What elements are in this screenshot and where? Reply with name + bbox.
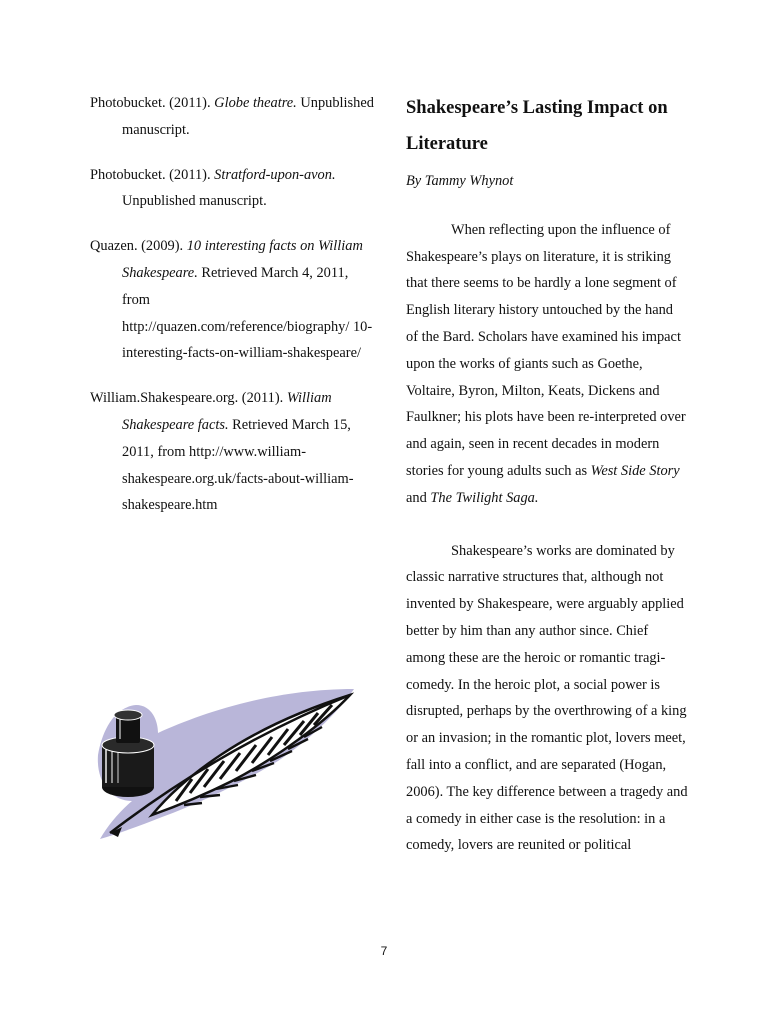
article-title: Shakespeare’s Lasting Impact on Literature bbox=[406, 98, 668, 154]
quill-inkwell-illustration bbox=[92, 683, 360, 843]
reference-entry: William.Shakespeare.org. (2011). William Shakespeare facts. Retrieved March 15, 2011, from http://www.william-shakespeare.org.uk/facts-about-william-shakespeare.htm bbox=[90, 390, 354, 514]
article-byline: By Tammy Whynot bbox=[406, 173, 514, 189]
reference-entry: Photobucket. (2011). Stratford-upon-avon. Unpublished manuscript. bbox=[90, 166, 336, 210]
page-number: 7 bbox=[380, 944, 388, 958]
reference-list bbox=[90, 90, 375, 537]
article-paragraph: Shakespeare’s works are dominated by classic narrative structures that, although not invented by Shakespeare, were arguably applied better by him than any author since. Chief among these are the heroic or romantic tragi-comedy. In the heroic plot, a social power is disrupted, perhaps by the overthrowing of a king or an invasion; in the romantic plot, lovers meet, fall into a conflict, and are separated (Hogan, 2006). The key difference between a tragedy and a comedy in either case is the resolution: in a comedy, lovers are reunited or political bbox=[406, 542, 688, 854]
article-paragraph: When reflecting upon the influence of Shakespeare’s plays on literature, it is striking that there seems to be hardly a lone segment of English literary history untouched by the hand of the Bard. Scholars have examined his impact upon the works of giants such as Goethe, Voltaire, Byron, Milton, Keats, Dickens and Faulkner; his plots have been re-interpreted over and again, seen in recent decades in modern stories for young adults such as West Side Story and The Twilight Saga. bbox=[406, 221, 686, 506]
reference-entry: Quazen. (2009). 10 interesting facts on William Shakespeare. Retrieved March 4, 2011, from http://quazen.com/reference/biography/ 10-interesting-facts-on-william-shakespeare/ bbox=[90, 238, 373, 362]
reference-entry: Photobucket. (2011). Globe theatre. Unpublished manuscript. bbox=[90, 95, 374, 138]
article bbox=[406, 90, 688, 885]
